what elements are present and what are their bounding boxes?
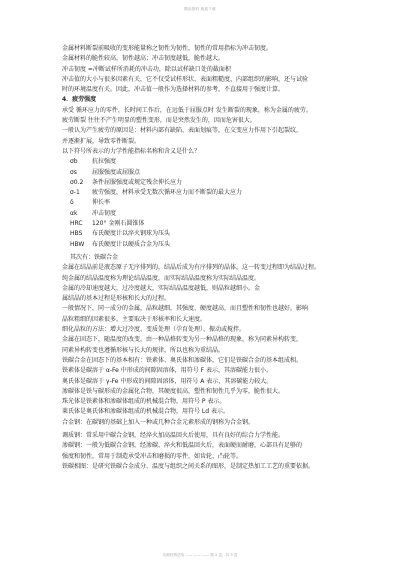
symbol-term: δ bbox=[70, 199, 74, 207]
text-line: 时的环境温度有关。因此，冲击值一般作为选择材料的参考，不直接用于强度计算。 bbox=[62, 86, 285, 94]
symbol-desc: 疲劳强度，材料承受无数次循环应力而不断裂的最大应力 bbox=[92, 189, 243, 197]
text-line: 晶粒粗细的因素很多，主要取决于形核率和长大速度。 bbox=[62, 315, 207, 323]
page-footer: 名师归纳总结 —— —— —— 第 2 页，共 3 页 bbox=[162, 553, 238, 557]
symbol-term: σ-1 bbox=[70, 189, 80, 197]
symbol-desc: 屈服强度或屈服点 bbox=[92, 168, 141, 176]
symbol-term: HBW bbox=[70, 240, 85, 248]
symbol-desc: 条件屈服强度或规定残余伸长应力 bbox=[92, 178, 183, 186]
symbol-desc: 伸长率 bbox=[92, 199, 111, 207]
symbol-row bbox=[62, 240, 362, 250]
symbol-term: HBS bbox=[70, 230, 83, 238]
text-line: 承受 循环应力的零件，长时间工作后，在远低于屈服点时 发生断裂的现象，称为金属的疲劳。 bbox=[62, 106, 312, 114]
text-line: 金属的冷却速度越大，过冷度越大，实际结晶温度越低，则晶粒越细小。金 bbox=[62, 284, 261, 292]
text-line: 一般情况下，同一成分的金属，晶粒越细，其强度、硬度越高，而且塑性和韧性也越好。影响 bbox=[62, 305, 309, 313]
symbol-row bbox=[62, 157, 362, 167]
symbol-row bbox=[62, 178, 362, 188]
text-line: 疲劳断裂 往往不产生明显的塑性变形，而是突然发生的，因而危害很大。 bbox=[62, 117, 256, 125]
text-line: 渗碳体是铁与碳形成的金属化合物，其硬度很高，塑性和韧性几乎为零，脆性很大。 bbox=[62, 387, 285, 395]
section-heading: 4．疲劳强度 bbox=[62, 96, 97, 104]
text-line: 金属在固态下，随温度的改变，由一种晶格转变为另一种晶格的现象，称为同素异构转变， bbox=[62, 336, 303, 344]
text-line: 莱氏体是奥氏体和渗碳体组成的机械混合物，用符号 Ld 表示。 bbox=[62, 408, 229, 416]
text-line: 纯金属的结晶温度称为理论结晶温度，而实际结晶温度称为实际结晶温度。 bbox=[62, 274, 261, 282]
text-line: 合金钢：在碳钢的基础上加入一种或几种合金元素形成的钢称为合金钢。 bbox=[62, 418, 255, 426]
symbol-term: σb bbox=[70, 158, 78, 166]
text-line: 并逐渐扩展，导致零件断裂。 bbox=[62, 137, 141, 145]
symbol-row bbox=[62, 198, 362, 208]
symbol-row bbox=[62, 168, 362, 178]
text-line: 金属在结晶前是液态原子无序排列的，结晶后成为有序排列的晶体，这一转变过程即为结晶过程。 bbox=[62, 264, 321, 272]
document-body bbox=[62, 44, 362, 472]
symbol-term: σ0.2 bbox=[70, 178, 84, 186]
text-line: 金属材料断裂前吸收的变形能量称之韧性为韧性，韧性的常用指标为冲击韧度。 bbox=[62, 45, 273, 52]
symbol-term: HRC bbox=[70, 220, 83, 228]
text-line: 以下符号所表示的力学性能指标名称和含义是什么？ bbox=[62, 147, 201, 155]
text-line: 调质钢：常采用中碳合金钢，经淬火加高温回火后使用，具有良好的综合力学性能。 bbox=[62, 431, 285, 439]
symbol-desc: 抗拉强度 bbox=[92, 158, 117, 166]
symbol-term: αk bbox=[70, 209, 78, 217]
text-line: 珠光体是铁素体和渗碳体组成的机械混合物，用符号 P 表示。 bbox=[62, 398, 226, 406]
symbol-row bbox=[62, 188, 362, 198]
symbol-desc: 布氏硬度计以硬质合金为压头 bbox=[92, 240, 171, 248]
page-header: 精品资料 欢迎下载 bbox=[184, 7, 216, 11]
text-line: 奥氏体是碳溶于 γ-Fe 中形成的间隙固溶体，用符号 A 表示，其溶碳能力较大。 bbox=[62, 377, 273, 385]
text-line: 铁碳相图：是研究铁碳合金成分、温度与组织之间关系的图形，是制定热加工工艺的重要依据。 bbox=[62, 462, 315, 470]
text-line: 强度和韧性，常用于制造承受冲击和磨损的零件，如齿轮、凸轮等。 bbox=[62, 452, 243, 460]
symbol-term: σs bbox=[70, 168, 77, 176]
text-line: 冲击值的大小与很多因素有关，它不仅受试样形状、表面粗糙度、内部组织的影响，还与试验 bbox=[62, 75, 309, 83]
symbol-desc: 120° 金刚石圆锥体 bbox=[92, 220, 145, 228]
symbol-row bbox=[62, 229, 362, 239]
text-line: 一般认为产生疲劳的原因是：材料内部有缺陷、表面划痕等，在交变应力作用下引起裂纹， bbox=[62, 127, 303, 135]
text-line: 渗碳钢：一般为低碳合金钢，经渗碳、淬火和低温回火后，表面硬而耐磨，心部具有足够的 bbox=[62, 442, 303, 450]
text-line: 细化晶粒的方法：增大过冷度、变质处理（孕育处理）、振动或搅拌。 bbox=[62, 326, 246, 334]
text-line: 属结晶的基本过程是形核和长大的过程。 bbox=[62, 295, 171, 303]
text-line: 铁碳合金在固态下的基本相有：铁素体、奥氏体和渗碳体，它们是铁碳合金的基本组成相。 bbox=[62, 356, 303, 364]
symbol-desc: 冲击韧度 bbox=[92, 209, 117, 217]
symbol-desc: 布氏硬度计以淬火钢球为压头 bbox=[92, 230, 171, 238]
text-line: 金属材料的脆性较高，韧性越高；冲击韧度越低，脆性越大。 bbox=[62, 55, 225, 63]
text-line: 铁素体是碳溶于 α-Fe 中形成的间隙固溶体，用符号 F 表示，其溶碳能力很小。 bbox=[62, 367, 273, 375]
text-line: 冲击韧度 =冲断试样所消耗的冲击功，除以试样缺口处的截面积 bbox=[62, 65, 231, 73]
section-heading: 其次有：铁碳合金 bbox=[70, 253, 119, 261]
symbol-row bbox=[62, 209, 362, 219]
symbol-row bbox=[62, 219, 362, 229]
text-line: 同素异构转变也遵循形核与长大的规律，所以也称为重结晶。 bbox=[62, 346, 225, 354]
